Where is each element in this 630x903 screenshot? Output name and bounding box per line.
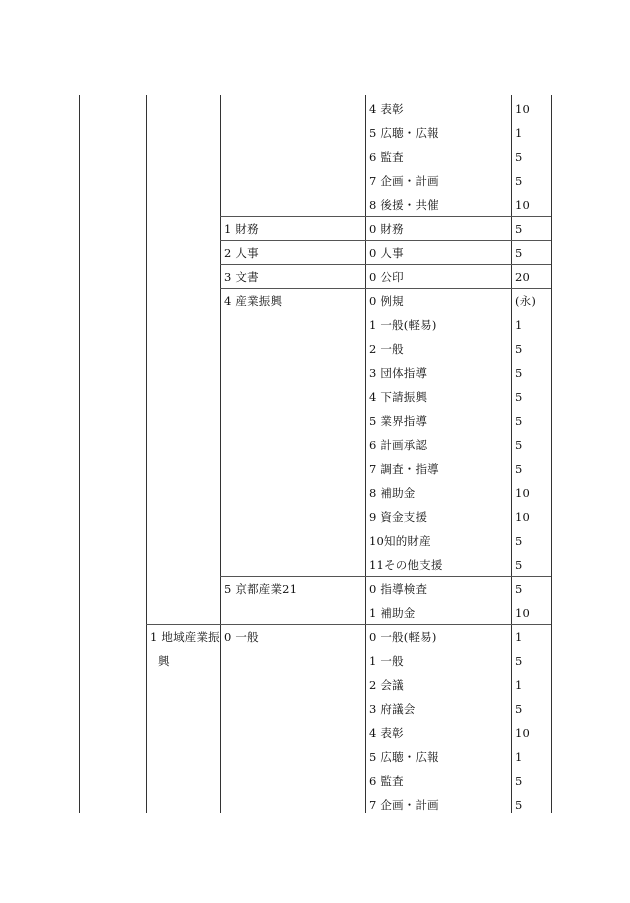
subcategory-label: 2 人事 [224,246,259,260]
retention-period: 5 [515,438,523,452]
detail-label: 10知的財産 [369,534,431,548]
detail-label: 4 表彰 [369,102,404,116]
retention-period: 10 [515,102,531,116]
retention-period: 5 [515,366,523,380]
retention-period: 20 [515,270,531,284]
detail-label: 1 補助金 [369,606,416,620]
subcategory-label: 5 京都産業21 [224,582,298,596]
col-border-5 [511,95,512,813]
category-label-continued: 興 [158,654,170,668]
retention-period: 5 [515,702,523,716]
retention-period: 5 [515,414,523,428]
subcategory-label: 4 産業振興 [224,294,283,308]
row-separator [220,264,551,265]
detail-label: 0 人事 [369,246,404,260]
retention-period: 5 [515,582,523,596]
retention-period: 1 [515,630,523,644]
detail-label: 2 会議 [369,678,404,692]
detail-label: 1 一般 [369,654,404,668]
retention-period: 5 [515,342,523,356]
detail-label: 0 公印 [369,270,404,284]
retention-period: 10 [515,726,531,740]
retention-period: 1 [515,750,523,764]
detail-label: 1 一般(軽易) [369,318,437,332]
row-separator [146,624,551,625]
detail-label: 5 広聴・広報 [369,750,439,764]
detail-label: 0 一般(軽易) [369,630,437,644]
detail-label: 0 例規 [369,294,404,308]
col-border-1 [79,95,80,813]
retention-period: 5 [515,654,523,668]
subcategory-label: 0 一般 [224,630,259,644]
category-label: 1 地域産業振 [150,630,220,644]
retention-period: (永) [515,294,537,308]
detail-label: 3 府議会 [369,702,416,716]
retention-period: 1 [515,678,523,692]
row-separator [220,576,551,577]
col-border-2 [146,95,147,813]
retention-period: 10 [515,198,531,212]
detail-label: 8 後援・共催 [369,198,439,212]
detail-label: 8 補助金 [369,486,416,500]
row-separator [220,288,551,289]
retention-period: 5 [515,798,523,812]
retention-period: 5 [515,558,523,572]
col-border-4 [365,95,366,813]
detail-label: 0 財務 [369,222,404,236]
detail-label: 9 資金支援 [369,510,428,524]
subcategory-label: 3 文書 [224,270,259,284]
detail-label: 6 監査 [369,150,404,164]
retention-period: 5 [515,534,523,548]
retention-period: 1 [515,126,523,140]
detail-label: 6 計画承認 [369,438,428,452]
detail-label: 5 業界指導 [369,414,428,428]
detail-label: 0 指導検査 [369,582,428,596]
detail-label: 2 一般 [369,342,404,356]
col-border-6 [551,95,552,813]
retention-period: 5 [515,246,523,260]
detail-label: 5 広聴・広報 [369,126,439,140]
retention-period: 5 [515,774,523,788]
retention-period: 5 [515,222,523,236]
detail-label: 6 監査 [369,774,404,788]
row-separator [220,240,551,241]
detail-label: 7 企画・計画 [369,798,439,812]
retention-period: 10 [515,606,531,620]
retention-period: 1 [515,318,523,332]
detail-label: 4 表彰 [369,726,404,740]
retention-period: 10 [515,486,531,500]
subcategory-label: 1 財務 [224,222,259,236]
retention-period: 5 [515,174,523,188]
retention-period: 5 [515,462,523,476]
col-border-3 [220,95,221,813]
row-separator [220,216,551,217]
detail-label: 11その他支援 [369,558,443,572]
detail-label: 7 企画・計画 [369,174,439,188]
detail-label: 3 団体指導 [369,366,428,380]
retention-period: 5 [515,150,523,164]
detail-label: 4 下請振興 [369,390,428,404]
retention-period: 5 [515,390,523,404]
retention-period: 10 [515,510,531,524]
detail-label: 7 調査・指導 [369,462,439,476]
